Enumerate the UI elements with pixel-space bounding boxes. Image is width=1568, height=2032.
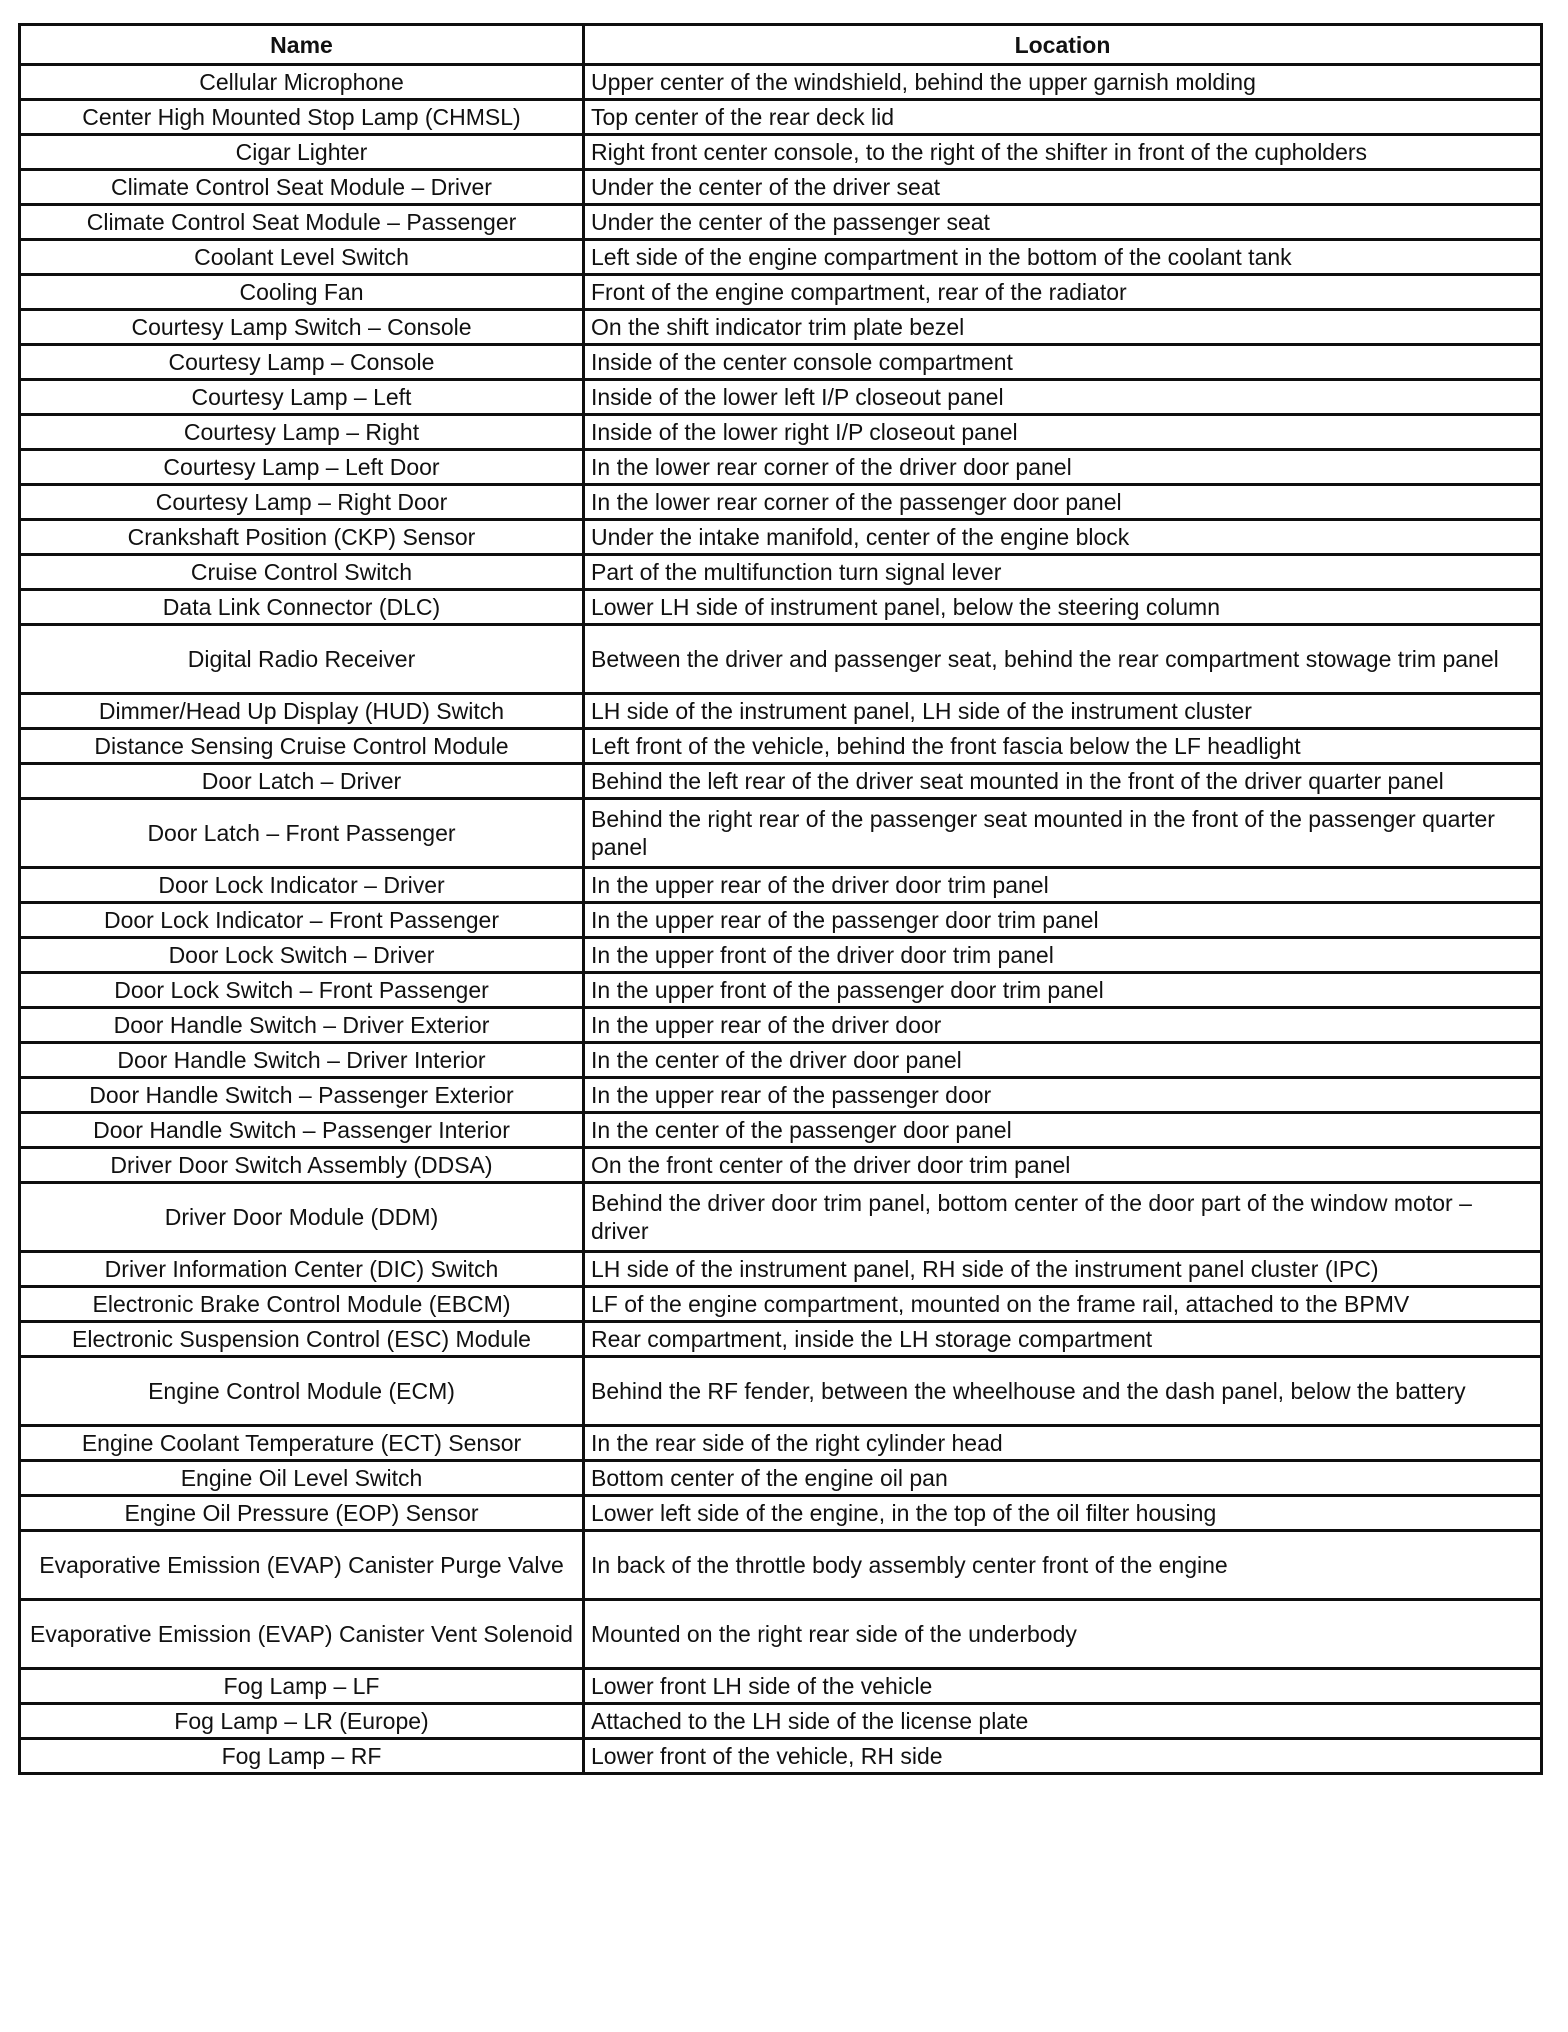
component-location-cell: On the shift indicator trim plate bezel — [584, 310, 1542, 345]
component-name-cell: Cigar Lighter — [20, 135, 584, 170]
component-location-cell: Lower left side of the engine, in the top of the oil filter housing — [584, 1496, 1542, 1531]
table-row — [20, 170, 1542, 205]
component-location-cell: Behind the RF fender, between the wheelhouse and the dash panel, below the battery — [584, 1357, 1542, 1426]
component-location-cell: Top center of the rear deck lid — [584, 100, 1542, 135]
component-name-cell: Courtesy Lamp – Right — [20, 415, 584, 450]
component-location-cell: On the front center of the driver door trim panel — [584, 1148, 1542, 1183]
component-name-cell: Evaporative Emission (EVAP) Canister Purge Valve — [20, 1531, 584, 1600]
component-name-cell: Door Lock Switch – Driver — [20, 938, 584, 973]
table-row — [20, 310, 1542, 345]
component-name-cell: Door Handle Switch – Passenger Exterior — [20, 1078, 584, 1113]
component-location-cell: In the center of the driver door panel — [584, 1043, 1542, 1078]
table-row — [20, 345, 1542, 380]
component-name-cell: Engine Control Module (ECM) — [20, 1357, 584, 1426]
component-location-cell: Under the intake manifold, center of the engine block — [584, 520, 1542, 555]
table-row — [20, 1148, 1542, 1183]
table-row — [20, 205, 1542, 240]
component-location-cell: Left side of the engine compartment in the bottom of the coolant tank — [584, 240, 1542, 275]
component-name-cell: Fog Lamp – RF — [20, 1739, 584, 1774]
component-location-cell: Part of the multifunction turn signal lever — [584, 555, 1542, 590]
table-row — [20, 799, 1542, 868]
component-location-cell: Behind the driver door trim panel, bottom center of the door part of the window motor – driver — [584, 1183, 1542, 1252]
table-row — [20, 240, 1542, 275]
component-location-cell: Inside of the center console compartment — [584, 345, 1542, 380]
component-location-table-wrapper — [18, 23, 1540, 1775]
component-location-cell: In the center of the passenger door panel — [584, 1113, 1542, 1148]
component-name-cell: Courtesy Lamp – Console — [20, 345, 584, 380]
table-row — [20, 868, 1542, 903]
component-location-cell: Behind the left rear of the driver seat mounted in the front of the driver quarter panel — [584, 764, 1542, 799]
table-body — [20, 65, 1542, 1774]
component-name-cell: Fog Lamp – LF — [20, 1669, 584, 1704]
component-name-cell: Electronic Brake Control Module (EBCM) — [20, 1287, 584, 1322]
column-header-name: Name — [20, 25, 584, 65]
component-name-cell: Door Handle Switch – Driver Exterior — [20, 1008, 584, 1043]
table-row — [20, 1531, 1542, 1600]
component-location-cell: Under the center of the driver seat — [584, 170, 1542, 205]
table-row — [20, 1043, 1542, 1078]
component-location-cell: Front of the engine compartment, rear of the radiator — [584, 275, 1542, 310]
component-location-cell: In the upper rear of the driver door — [584, 1008, 1542, 1043]
table-row — [20, 520, 1542, 555]
component-location-cell: Lower LH side of instrument panel, below the steering column — [584, 590, 1542, 625]
column-header-location: Location — [584, 25, 1542, 65]
component-name-cell: Cruise Control Switch — [20, 555, 584, 590]
component-name-cell: Distance Sensing Cruise Control Module — [20, 729, 584, 764]
table-row — [20, 415, 1542, 450]
component-name-cell: Climate Control Seat Module – Driver — [20, 170, 584, 205]
component-name-cell: Door Latch – Driver — [20, 764, 584, 799]
table-row — [20, 100, 1542, 135]
table-row — [20, 1113, 1542, 1148]
table-row — [20, 1183, 1542, 1252]
table-row — [20, 380, 1542, 415]
table-row — [20, 590, 1542, 625]
component-name-cell: Door Handle Switch – Passenger Interior — [20, 1113, 584, 1148]
table-row — [20, 1669, 1542, 1704]
table-row — [20, 1287, 1542, 1322]
table-row — [20, 1704, 1542, 1739]
component-name-cell: Data Link Connector (DLC) — [20, 590, 584, 625]
component-location-cell: In the rear side of the right cylinder head — [584, 1426, 1542, 1461]
component-name-cell: Door Latch – Front Passenger — [20, 799, 584, 868]
table-row — [20, 694, 1542, 729]
component-name-cell: Cellular Microphone — [20, 65, 584, 100]
component-name-cell: Coolant Level Switch — [20, 240, 584, 275]
component-location-cell: In the upper front of the driver door trim panel — [584, 938, 1542, 973]
component-name-cell: Engine Coolant Temperature (ECT) Sensor — [20, 1426, 584, 1461]
component-name-cell: Evaporative Emission (EVAP) Canister Vent Solenoid — [20, 1600, 584, 1669]
table-row — [20, 903, 1542, 938]
component-name-cell: Digital Radio Receiver — [20, 625, 584, 694]
component-name-cell: Door Lock Indicator – Driver — [20, 868, 584, 903]
table-row — [20, 1252, 1542, 1287]
component-location-cell: Upper center of the windshield, behind the upper garnish molding — [584, 65, 1542, 100]
component-location-cell: In back of the throttle body assembly center front of the engine — [584, 1531, 1542, 1600]
table-row — [20, 1008, 1542, 1043]
component-name-cell: Door Handle Switch – Driver Interior — [20, 1043, 584, 1078]
table-row — [20, 938, 1542, 973]
table-row — [20, 1078, 1542, 1113]
component-location-cell: Attached to the LH side of the license plate — [584, 1704, 1542, 1739]
component-name-cell: Engine Oil Pressure (EOP) Sensor — [20, 1496, 584, 1531]
table-row — [20, 1496, 1542, 1531]
component-location-cell: In the upper rear of the passenger door trim panel — [584, 903, 1542, 938]
component-location-cell: Between the driver and passenger seat, behind the rear compartment stowage trim panel — [584, 625, 1542, 694]
component-location-cell: Right front center console, to the right of the shifter in front of the cupholders — [584, 135, 1542, 170]
table-row — [20, 485, 1542, 520]
table-row — [20, 135, 1542, 170]
component-location-cell: Lower front LH side of the vehicle — [584, 1669, 1542, 1704]
component-location-cell: Left front of the vehicle, behind the front fascia below the LF headlight — [584, 729, 1542, 764]
component-name-cell: Crankshaft Position (CKP) Sensor — [20, 520, 584, 555]
component-name-cell: Courtesy Lamp – Right Door — [20, 485, 584, 520]
component-location-cell: Rear compartment, inside the LH storage compartment — [584, 1322, 1542, 1357]
component-name-cell: Driver Information Center (DIC) Switch — [20, 1252, 584, 1287]
component-location-cell: LF of the engine compartment, mounted on the frame rail, attached to the BPMV — [584, 1287, 1542, 1322]
component-name-cell: Courtesy Lamp Switch – Console — [20, 310, 584, 345]
component-location-cell: Behind the right rear of the passenger seat mounted in the front of the passenger quarter panel — [584, 799, 1542, 868]
component-name-cell: Driver Door Module (DDM) — [20, 1183, 584, 1252]
header-row — [20, 25, 1542, 65]
table-row — [20, 1426, 1542, 1461]
component-name-cell: Courtesy Lamp – Left Door — [20, 450, 584, 485]
component-location-cell: In the upper rear of the driver door trim panel — [584, 868, 1542, 903]
component-name-cell: Climate Control Seat Module – Passenger — [20, 205, 584, 240]
table-row — [20, 275, 1542, 310]
component-name-cell: Driver Door Switch Assembly (DDSA) — [20, 1148, 584, 1183]
component-location-cell: In the upper rear of the passenger door — [584, 1078, 1542, 1113]
component-name-cell: Door Lock Indicator – Front Passenger — [20, 903, 584, 938]
component-location-cell: Bottom center of the engine oil pan — [584, 1461, 1542, 1496]
table-row — [20, 450, 1542, 485]
table-row — [20, 764, 1542, 799]
component-location-cell: In the lower rear corner of the passenger door panel — [584, 485, 1542, 520]
component-name-cell: Dimmer/Head Up Display (HUD) Switch — [20, 694, 584, 729]
component-name-cell: Courtesy Lamp – Left — [20, 380, 584, 415]
table-row — [20, 1739, 1542, 1774]
table-row — [20, 1600, 1542, 1669]
component-location-cell: LH side of the instrument panel, RH side of the instrument panel cluster (IPC) — [584, 1252, 1542, 1287]
component-location-cell: Mounted on the right rear side of the underbody — [584, 1600, 1542, 1669]
component-location-cell: In the lower rear corner of the driver door panel — [584, 450, 1542, 485]
table-row — [20, 625, 1542, 694]
table-header — [20, 25, 1542, 65]
component-location-cell: Under the center of the passenger seat — [584, 205, 1542, 240]
table-row — [20, 1357, 1542, 1426]
component-location-cell: Inside of the lower left I/P closeout panel — [584, 380, 1542, 415]
component-name-cell: Engine Oil Level Switch — [20, 1461, 584, 1496]
component-name-cell: Electronic Suspension Control (ESC) Module — [20, 1322, 584, 1357]
component-name-cell: Cooling Fan — [20, 275, 584, 310]
component-location-cell: Lower front of the vehicle, RH side — [584, 1739, 1542, 1774]
table-row — [20, 973, 1542, 1008]
table-row — [20, 1322, 1542, 1357]
component-name-cell: Center High Mounted Stop Lamp (CHMSL) — [20, 100, 584, 135]
table-row — [20, 1461, 1542, 1496]
table-row — [20, 729, 1542, 764]
component-location-table — [18, 23, 1543, 1775]
table-row — [20, 65, 1542, 100]
component-location-cell: In the upper front of the passenger door trim panel — [584, 973, 1542, 1008]
component-location-cell: LH side of the instrument panel, LH side of the instrument cluster — [584, 694, 1542, 729]
table-row — [20, 555, 1542, 590]
component-location-cell: Inside of the lower right I/P closeout panel — [584, 415, 1542, 450]
component-name-cell: Fog Lamp – LR (Europe) — [20, 1704, 584, 1739]
component-name-cell: Door Lock Switch – Front Passenger — [20, 973, 584, 1008]
